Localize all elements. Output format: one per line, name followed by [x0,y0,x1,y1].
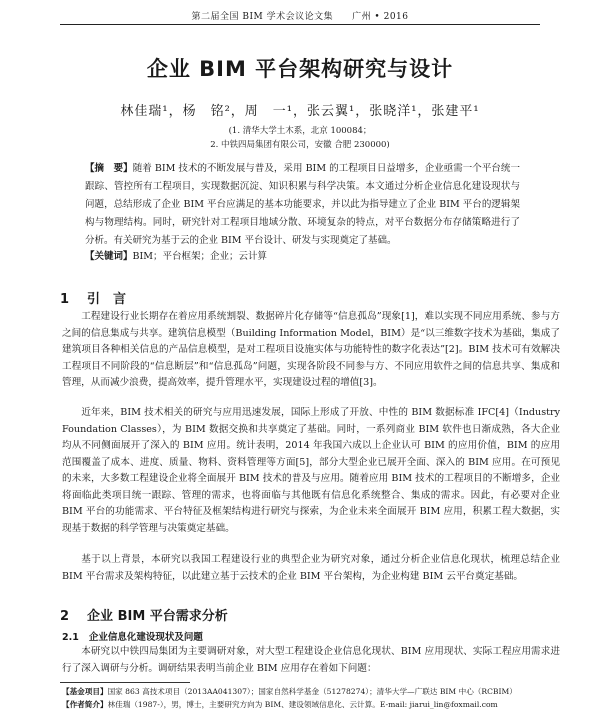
keywords-text: BIM；平台框架；企业；云计算 [132,251,267,262]
section-title: 引 言 [87,292,127,307]
abstract [85,160,520,250]
keywords-label: 【关键词】 [85,251,133,262]
footnote-text: 林佳瑞（1987-），男，博士，主要研究方向为 BIM、建设领域信息化、云计算。E-mail: jiarui_lin@foxmail.com [107,700,498,709]
section-number: 2 [60,609,70,624]
subsection-title: 企业信息化建设现状及问题 [88,632,203,643]
body-paragraph-1: 工程建设行业长期存在着应用系统割裂、数据碎片化存储等“信息孤岛”现象[1]，难以实现不同应用系统、参与方之间的信息集成与共享。建筑信息模型（Building Information Model，BIM）是“以三维数字技术为基础，集成了建筑项目各种相关信息的产品信息模型，是对工程项目设施实体与功能特性的数字化表达”[2]。BIM 技术可有效解决工程项目不同阶段的“信息断层”和“信息孤岛”问题，实现各阶段不同参与方、不同应用软件之间的信息共享、集成和管理，从而减少浪费，提高效率，提升管理水平，实现建设过程的增值[3]。 [62,311,560,388]
footnote-label: 【作者简介】 [62,700,108,709]
footnote-author-bio [62,699,560,710]
header-divider [60,24,540,25]
section-heading-2 [60,605,228,624]
footnote-divider [60,682,190,683]
running-header: 第二届全国 BIM 学术会议论文集 广州 • 2016 [191,12,409,22]
body-paragraph-4: 本研究以中铁四局集团为主要调研对象，对大型工程建设企业信息化现状、BIM 应用现状、实际工程应用需求进行了深入调研与分析。调研结果表明当前企业 BIM 应用存在着如下问题： [62,646,560,674]
paper-title: 企业 BIM 平台架构研究与设计 [146,57,454,81]
author-list: 林佳瑞¹，杨 铭²，周 一¹，张云翼¹，张晓洋¹，张建平¹ [120,104,480,119]
subsection-heading-2-1 [62,629,203,643]
footnote-funding [62,686,560,697]
body-paragraph-2: 近年来，BIM 技术相关的研究与应用迅速发展，国际上形成了开放、中性的 BIM 数据标准 IFC[4]（Industry Foundation Classes），为 BIM 数据交换和共享奠定了基础。同时，一系列商业 BIM 软件也日渐成熟，各大企业均从不同侧面展开了深入的 BIM 应用。统计表明，2014 年我国六成以上企业认可 BIM 的应用价值，BIM 的应用范围覆盖了成本、进度、质量、物料、资料管理等方面[5]，部分大型企业已展开全面、深入的 BIM 应用。在可预见的未来，大多数工程建设企业将全面展开 BIM 技术的普及与应用。随着应用 BIM 技术的工程项目的不断增多，企业将面临此类项目统一跟踪、管理的需求，也将面临与其他既有信息化系统整合、集成的需求。因此，有必要对企业 BIM 平台的功能需求、平台特征及框架结构进行研究与探索，为企业未来全面展开 BIM 应用，积累工程大数据，实现基于数据的科学管理与决策奠定基础。 [62,407,560,534]
affiliation-1: (1. 清华大学土木系，北京 100084； [228,126,372,136]
subsection-number: 2.1 [62,632,79,643]
footnote-label: 【基金项目】 [62,687,108,696]
abstract-text: 随着 BIM 技术的不断发展与普及，采用 BIM 的工程项目日益增多，企业亟需一个平台统一跟踪、管控所有工程项目，实现数据沉淀、知识积累与科学决策。本文通过分析企业信息化建设现状与问题，总结形成了企业 BIM 平台应满足的基本功能要求，并以此为指导建立了企业 BIM 平台的逻辑架构与物理结构。同时，研究针对工程项目地域分散、环境复杂的特点，对平台数据分布存储策略进行了分析。有关研究为基于云的企业 BIM 平台设计、研发与实现奠定了基础。 [85,163,520,246]
footnote-text: 国家 863 高技术项目（2013AA041307）；国家自然科学基金（51278274）；清华大学—广联达 BIM 中心（RCBIM） [107,687,517,696]
section-title: 企业 BIM 平台需求分析 [87,609,228,624]
section-heading-1 [60,288,126,307]
keywords [85,248,520,262]
body-paragraph-3: 基于以上背景，本研究以我国工程建设行业的典型企业为研究对象，通过分析企业信息化现状，梳理总结企业 BIM 平台需求及架构特征，以此建立基于云技术的企业 BIM 平台架构，为企业构建 BIM 云平台奠定基础。 [62,554,560,582]
affiliation-2: 2. 中铁四局集团有限公司，安徽 合肥 230000) [210,140,390,150]
section-number: 1 [60,292,70,307]
abstract-label: 【摘 要】 [85,163,133,174]
